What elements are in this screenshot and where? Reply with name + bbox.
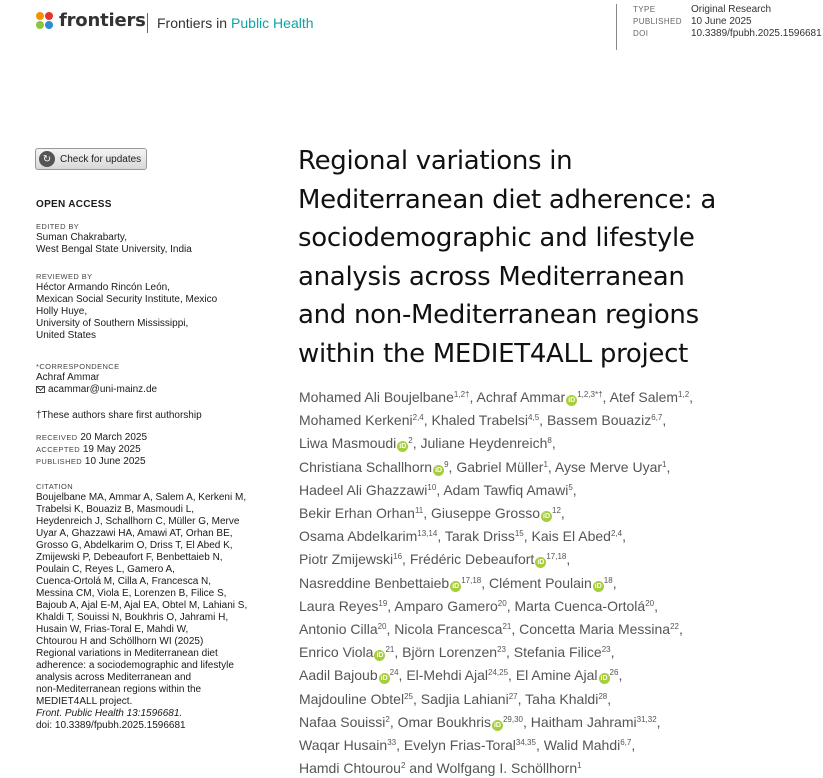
reviewer-line: Holly Huye, — [36, 306, 88, 317]
author-name[interactable]: Bekir Erhan Orhan — [299, 505, 415, 522]
orcid-icon[interactable]: iD — [493, 721, 501, 729]
author-affiliation-sup: 2 — [385, 714, 390, 724]
author-name[interactable]: Frédéric Debeaufort — [409, 551, 535, 568]
author-affiliation-sup: 16 — [393, 552, 403, 562]
author-name[interactable]: Amparo Gamero — [394, 597, 498, 614]
editor-name: Suman Chakrabarty, — [36, 232, 127, 243]
author-affiliation-sup: 5 — [568, 482, 573, 492]
author-line: Hamdi Chtourou$^2$ and Wolfgang I. Schöllhorn$^1$ — [299, 760, 582, 777]
author-name[interactable]: Christiana Schallhorn — [299, 458, 433, 475]
author-name[interactable]: Tarak Driss — [444, 528, 515, 545]
reviewed-by-label: REVIEWED BY — [36, 272, 93, 281]
author-affiliation-sup: 33 — [387, 738, 397, 748]
author-name[interactable]: Adam Tawfiq Amawi — [443, 481, 569, 498]
citation-line: Heydenreich J, Schallhorn C, Müller G, Merve — [36, 516, 240, 527]
author-affiliation-sup: 19 — [378, 598, 388, 608]
title-line: Mediterranean diet adherence: a — [298, 184, 716, 215]
author-name[interactable]: Björn Lorenzen — [402, 644, 498, 661]
journal-title: Public Health — [231, 15, 314, 31]
citation-line: Regional variations in Mediterranean diet — [36, 648, 218, 659]
author-affiliation-sup: 4,5 — [528, 413, 540, 423]
author-name[interactable]: Sadjia Lahiani — [420, 690, 509, 707]
author-affiliation-sup: 8 — [547, 436, 552, 446]
author-affiliation-sup: 17,18 — [546, 552, 567, 562]
article-meta — [616, 4, 822, 50]
author-name[interactable]: Piotr Zmijewski — [299, 551, 394, 568]
citation-line: Bajoub A, Ajal E-M, Ajal EA, Obtel M, Lahiani S, — [36, 600, 248, 611]
author-affiliation-sup: 20 — [497, 598, 507, 608]
author-affiliation-sup: 1,2† — [453, 390, 470, 399]
journal-prefix: Frontiers in — [157, 15, 228, 31]
author-name[interactable]: Enrico Viola — [299, 644, 374, 661]
author-line: Nafaa Souissi$^2$, Omar Boukhris iD$^{29,30}$, Haitham Jahrami$^{31,32}$, — [299, 713, 661, 730]
edited-by-section — [36, 222, 266, 256]
author-affiliation-sup: 13,14 — [417, 529, 438, 539]
author-name[interactable]: Gabriel Müller — [456, 458, 544, 475]
author-name[interactable]: Evelyn Frias-Toral — [403, 737, 516, 754]
author-affiliation-sup: 17,18 — [461, 575, 482, 585]
author-name[interactable]: Mohamed Kerkeni — [299, 412, 413, 429]
author-name[interactable]: Ayse Merve Uyar — [554, 458, 663, 475]
author-line: Hadeel Ali Ghazzawi$^{10}$, Adam Tawfiq Amawi$^5$, — [299, 481, 577, 498]
meta-type: TYPE Original Research — [633, 4, 772, 15]
citation-line: Cuenca-Ortolá M, Cilla A, Francesca N, — [36, 576, 212, 587]
citation-line: Chtourou H and Schöllhorn WI (2025) — [36, 636, 204, 647]
correspondence-email-row — [36, 384, 266, 396]
author-line: Bekir Erhan Orhan$^{11}$, Giuseppe Grosso $iD^{12}$, — [299, 505, 565, 522]
author-line: Nasreddine Benbettaieb iD$^{17,18}$, Clément Poulain $iD^{18}$, — [299, 574, 617, 591]
title-line: Regional variations in — [298, 146, 573, 176]
author-affiliation-sup: 18 — [603, 575, 613, 585]
author-affiliation-sup: 26 — [609, 668, 619, 678]
author-affiliation-sup: 1,2 — [678, 390, 690, 399]
author-name[interactable]: El Amine Ajal — [515, 667, 598, 684]
orcid-icon[interactable]: iD — [435, 466, 443, 474]
citation-doi[interactable]: doi: 10.3389/fpubh.2025.1596681 — [36, 720, 186, 731]
mail-icon — [36, 386, 45, 393]
author-affiliation-sup: 1 — [543, 459, 548, 469]
author-affiliation-sup: 11 — [414, 506, 424, 516]
orcid-icon[interactable]: iD — [600, 675, 608, 683]
author-name[interactable]: Giuseppe Grosso — [431, 505, 540, 522]
author-name[interactable]: Atef Salem — [609, 389, 679, 405]
author-affiliation-sup: 2 — [400, 761, 406, 771]
author-line: Laura Reyes$^{19}$, Amparo Gamero$^{20}$, Marta Cuenca-Ortolá$^{20}$, — [299, 597, 658, 614]
journal-name[interactable] — [147, 13, 314, 33]
check-updates-label: Check for updates — [60, 153, 142, 165]
citation-line: Zmijewski P, Debeaufort F, Benbettaieb N, — [36, 552, 223, 563]
author-name[interactable]: Osama Abdelkarim — [299, 528, 418, 545]
author-name[interactable]: Laura Reyes — [299, 597, 379, 614]
first-authorship-note: †These authors share first authorship — [36, 410, 202, 421]
citation-label: CITATION — [36, 482, 74, 491]
author-affiliation-sup: 27 — [508, 691, 518, 701]
orcid-icon[interactable]: iD — [568, 397, 576, 404]
correspondence-label: *CORRESPONDENCE — [36, 362, 120, 371]
author-name[interactable]: Clément Poulain — [489, 574, 592, 591]
author-name[interactable]: El-Mehdi Ajal — [406, 667, 489, 684]
author-affiliation-sup: 12 — [552, 506, 561, 516]
author-name[interactable]: Waqar Husain — [299, 737, 388, 754]
author-line: Osama Abdelkarim$^{13,14}$, Tarak Driss$^{15}$, Kais El Abed$^{2,4}$, — [299, 528, 626, 545]
author-name[interactable]: Nafaa Souissi — [299, 713, 386, 730]
citation-line: non-Mediterranean regions within the — [36, 684, 202, 695]
author-affiliation-sup: 20 — [645, 598, 655, 608]
author-affiliation-sup: 24 — [389, 668, 399, 678]
author-affiliation-sup: 10 — [427, 482, 437, 492]
author-affiliation-sup: 2,4 — [412, 413, 424, 423]
citation-line: Messina CM, Viola E, Lorenzen B, Filice S, — [36, 588, 227, 599]
author-name[interactable]: Stefania Filice — [513, 644, 602, 661]
page-header — [0, 0, 823, 60]
citation-line: Grosso G, Abdelkarim O, Driss T, El Abed K, — [36, 540, 233, 551]
author-affiliation-sup: 2 — [408, 436, 413, 446]
citation-line: adherence: a sociodemographic and lifestyle — [36, 660, 234, 671]
received-date: RECEIVED 20 March 2025 — [36, 432, 148, 443]
author-affiliation-sup: 6,7 — [651, 413, 663, 423]
author-affiliation-sup: 25 — [404, 691, 413, 701]
reviewer-line: Héctor Armando Rincón León, — [36, 282, 170, 293]
citation-line: Boujelbane MA, Ammar A, Salem A, Kerkeni M, — [36, 492, 247, 503]
author-affiliation-sup: 1 — [577, 761, 582, 771]
edited-by-label: EDITED BY — [36, 222, 80, 231]
author-name[interactable]: Concetta Maria Messina — [519, 621, 671, 638]
reviewer-line: United States — [36, 330, 97, 341]
citation-journal: Front. Public Health 13:1596681. — [36, 708, 183, 719]
accepted-date: ACCEPTED 19 May 2025 — [36, 444, 141, 455]
author-line: Waqar Husain$^{33}$, Evelyn Frias-Toral$^{34,35}$, Walid Mahdi$^{6,7}$, — [299, 737, 636, 754]
article-title — [298, 142, 798, 373]
meta-published: PUBLISHED 10 June 2025 — [633, 16, 752, 27]
author-affiliation-sup: 24,25 — [488, 668, 509, 678]
author-affiliation-sup: 9 — [444, 459, 449, 469]
frontiers-logo-icon — [36, 12, 54, 30]
author-affiliation-sup: 21 — [385, 645, 395, 655]
citation-line: MEDIET4ALL project. — [36, 696, 133, 707]
author-name[interactable]: Walid Mahdi — [543, 737, 621, 754]
citation-text — [36, 492, 266, 708]
author-name[interactable]: Hadeel Ali Ghazzawi — [299, 481, 428, 498]
author-line: Christiana Schallhorn $iD^9$, Gabriel Müller$^1$, Ayse Merve Uyar$^1$, — [299, 458, 671, 475]
author-list — [299, 386, 809, 778]
author-name[interactable]: Haitham Jahrami — [530, 713, 637, 730]
author-name[interactable]: Majdouline Obtel — [299, 690, 405, 707]
reviewer-line: Mexican Social Security Institute, Mexico — [36, 294, 218, 305]
correspondence-name: Achraf Ammar — [36, 372, 100, 383]
title-line: analysis across Mediterranean — [298, 261, 685, 292]
author-name[interactable]: Antonio Cilla — [299, 621, 378, 638]
citation-line: Uyar A, Ghazzawi HA, Amawi AT, Orhan BE, — [36, 528, 233, 539]
author-line: Piotr Zmijewski$^{16}$, Frédéric Debeaufort iD$^{17,18}$, — [299, 551, 571, 568]
open-access-label: OPEN ACCESS — [36, 199, 112, 210]
published-date: PUBLISHED 10 June 2025 — [36, 456, 146, 467]
author-affiliation-sup: 34,35 — [515, 738, 536, 748]
citation-line: Trabelsi K, Bouaziz B, Masmoudi L, — [36, 504, 195, 515]
frontiers-logo[interactable] — [36, 10, 146, 31]
meta-doi: DOI 10.3389/fpubh.2025.1596681 — [633, 28, 822, 39]
reviewer-line: University of Southern Mississippi, — [36, 318, 189, 329]
orcid-icon[interactable]: iD — [543, 513, 550, 521]
author-affiliation-sup: 1,2,3*† — [577, 390, 603, 399]
author-affiliation-sup: 21 — [502, 622, 512, 632]
title-line: within the MEDIET4ALL project — [298, 338, 689, 369]
doi-link[interactable]: 10.3389/fpubh.2025.1596681 — [691, 28, 822, 39]
orcid-icon[interactable]: iD — [594, 582, 602, 590]
citation-line: Khaldi T, Souissi N, Boukhris O, Jahrami H, — [36, 612, 229, 623]
author-affiliation-sup: 2,4 — [610, 529, 623, 539]
check-updates-icon: ↻ — [39, 151, 55, 167]
reviewed-by-section — [36, 272, 266, 342]
citation-section — [36, 482, 266, 732]
author-name[interactable]: Achraf Ammar — [476, 389, 566, 405]
author-name[interactable]: Juliane Heydenreich — [420, 435, 548, 452]
author-name[interactable]: Khaled Trabelsi — [431, 412, 529, 429]
author-name[interactable]: Mohamed Ali Boujelbane — [299, 389, 454, 405]
author-affiliation-sup: 20 — [377, 622, 387, 632]
citation-line: Husain W, Frias-Toral E, Mahdi W, — [36, 624, 189, 635]
author-affiliation-sup: 22 — [670, 622, 679, 632]
author-name[interactable]: Aadil Bajoub — [299, 667, 378, 684]
author-line: Majdouline Obtel$^{25}$, Sadjia Lahiani$^{27}$, Taha Khaldi$^{28}$, — [299, 690, 612, 707]
author-affiliation-sup: 29,30 — [502, 714, 524, 724]
author-name[interactable]: Liwa Masmoudi — [299, 435, 397, 452]
author-line: Antonio Cilla$^{20}$, Nicola Francesca$^{21}$, Concetta Maria Messina$^{22}$, — [299, 621, 683, 638]
author-affiliation-sup: 23 — [497, 645, 506, 655]
author-name[interactable]: Hamdi Chtourou — [299, 760, 401, 777]
author-affiliation-sup: 1 — [662, 459, 667, 469]
citation-line: analysis across Mediterranean and — [36, 672, 192, 683]
author-name[interactable]: Wolfgang I. Schöllhorn — [436, 760, 578, 777]
author-name[interactable]: Marta Cuenca-Ortolá — [514, 597, 646, 614]
author-line: Mohamed Kerkeni$^{2,4}$, Khaled Trabelsi$^{4,5}$, Bassem Bouaziz$^{6,7}$, — [299, 412, 667, 429]
author-affiliation-sup: 28 — [598, 691, 608, 701]
orcid-icon[interactable]: iD — [452, 582, 460, 590]
author-affiliation-sup: 31,32 — [636, 714, 657, 724]
author-name[interactable]: Omar Boukhris — [397, 713, 491, 730]
author-line: Liwa Masmoudi $iD^2$, Juliane Heydenreich$^8$, — [299, 435, 556, 452]
journal-divider — [147, 13, 148, 33]
correspondence-section — [36, 362, 266, 396]
editor-affiliation: West Bengal State University, India — [36, 244, 192, 255]
author-name[interactable]: Nasreddine Benbettaieb — [299, 574, 450, 591]
orcid-icon[interactable]: iD — [376, 652, 384, 660]
author-affiliation-sup: 15 — [514, 529, 524, 539]
correspondence-email[interactable]: acammar@uni-mainz.de — [48, 384, 158, 395]
author-line: Enrico Viola $iD^{21}$, Björn Lorenzen$^{23}$, Stefania Filice$^{23}$, — [299, 644, 615, 661]
title-line: and non-Mediterranean regions — [298, 300, 699, 330]
author-name[interactable]: Kais El Abed — [531, 528, 611, 545]
author-name[interactable]: Taha Khaldi — [525, 690, 599, 707]
check-for-updates-button[interactable] — [35, 148, 147, 170]
author-name[interactable]: Bassem Bouaziz — [546, 412, 652, 429]
author-line: Mohamed Ali Boujelbane$^{1,2\dagger}$, Achraf Ammar $iD^{1,2,3*\dagger}$, Atef Salem$^{1,2}$, — [299, 389, 694, 405]
dates-section — [36, 432, 266, 468]
orcid-icon[interactable]: iD — [399, 443, 407, 451]
orcid-icon[interactable]: iD — [537, 559, 545, 567]
orcid-icon[interactable]: iD — [380, 675, 388, 683]
author-affiliation-sup: 23 — [601, 645, 611, 655]
citation-line: Poulain C, Reyes L, Gamero A, — [36, 564, 175, 575]
author-name[interactable]: Nicola Francesca — [394, 621, 503, 638]
author-line: Aadil Bajoub $iD^{24}$, El-Mehdi Ajal$^{24,25}$, El Amine Ajal $iD^{26}$, — [299, 667, 623, 684]
author-affiliation-sup: 6,7 — [620, 738, 632, 748]
logo-text: frontiers — [59, 10, 146, 31]
title-line: sociodemographic and lifestyle — [298, 223, 695, 253]
